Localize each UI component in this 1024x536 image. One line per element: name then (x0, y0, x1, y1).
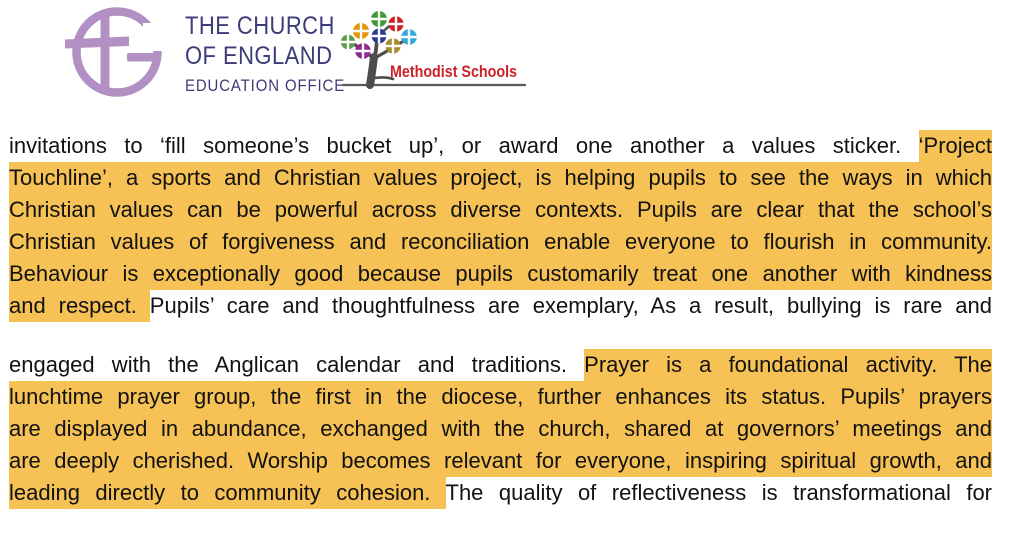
text-line (9, 477, 992, 509)
text-line (9, 194, 992, 226)
highlighted-text: and respect. (9, 290, 150, 322)
text-segment: invitations to ‘fill someone’s bucket up’, or award one another a values sticker. (9, 133, 919, 158)
text-line (9, 290, 992, 322)
highlighted-text: lunchtime prayer group, the first in the diocese, further enhances its status. Pupils’ prayers (9, 381, 992, 413)
highlighted-text: Behaviour is exceptionally good because pupils customarily treat one another with kindness (9, 258, 992, 290)
tree-fruits (341, 11, 417, 59)
highlighted-text: Christian values of forgiveness and reconciliation enable everyone to flourish in community. (9, 226, 992, 258)
highlighted-text: Christian values can be powerful across diverse contexts. Pupils are clear that the school’s (9, 194, 992, 226)
text-line (9, 162, 992, 194)
text-line (9, 349, 992, 381)
highlighted-text: Prayer is a foundational activity. The (584, 349, 992, 381)
highlighted-text: ‘Project (919, 130, 992, 162)
paragraph (9, 130, 992, 322)
text-line (9, 130, 992, 162)
text-line (9, 413, 992, 445)
highlighted-text: Touchline’, a sports and Christian values project, is helping pupils to see the ways in which (9, 162, 992, 194)
highlighted-text: leading directly to community cohesion. (9, 477, 446, 509)
logo-header (0, 0, 1024, 110)
text-line (9, 226, 992, 258)
church-of-england-wordmark (185, 11, 345, 96)
text-line (9, 381, 992, 413)
tree-with-cross-fruits-icon (341, 7, 527, 91)
text-segment: Pupils’ care and thoughtfulness are exemplary, As a result, bullying is rare and (149, 293, 993, 318)
cross-in-circle-icon (57, 5, 182, 100)
paragraph (9, 349, 992, 509)
highlighted-text: are displayed in abundance, exchanged with the church, shared at governors’ meetings and (9, 413, 992, 445)
text-line (9, 445, 992, 477)
report-text-block (9, 130, 992, 536)
methodist-schools-label: Methodist Schools (390, 62, 517, 81)
text-segment: engaged with the Anglican calendar and traditions. (9, 352, 585, 377)
coe-wordmark-line2: OF ENGLAND (185, 42, 333, 70)
coe-wordmark-line1: THE CHURCH (185, 12, 335, 40)
highlighted-text: are deeply cherished. Worship becomes relevant for everyone, inspiring spiritual growth, and (9, 445, 992, 477)
text-line (9, 258, 992, 290)
text-segment: The quality of reflectiveness is transformational for (445, 480, 993, 505)
coe-wordmark-line3: EDUCATION OFFICE (185, 76, 346, 95)
